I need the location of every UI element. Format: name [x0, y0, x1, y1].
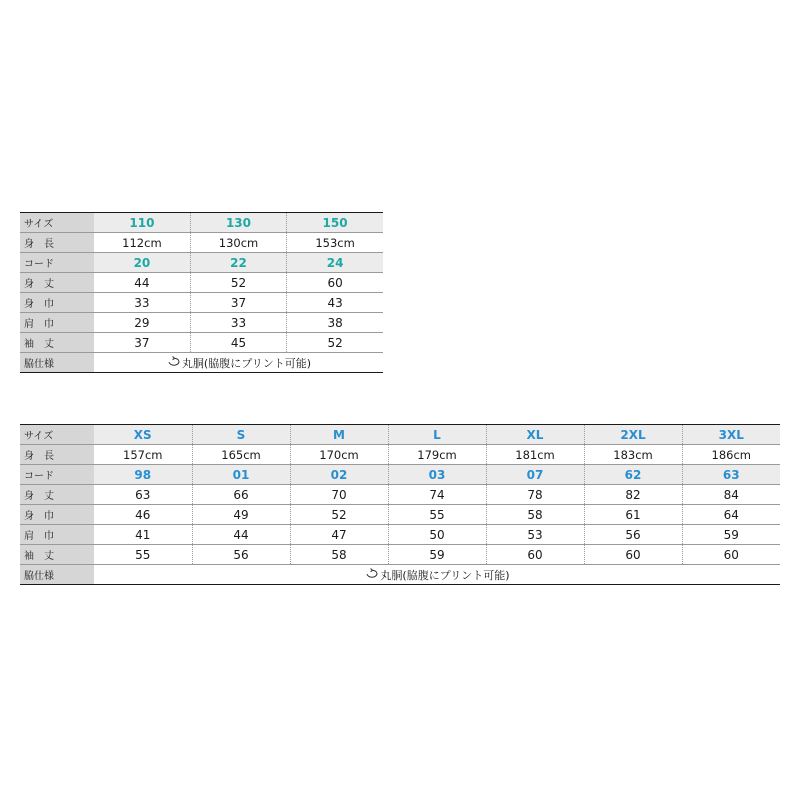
kids-row-height	[20, 233, 383, 253]
code-cell: 24	[287, 253, 383, 273]
sleeve-length-cell: 60	[584, 545, 682, 565]
code-cell: 20	[94, 253, 190, 273]
sleeve-length-cell: 52	[287, 333, 383, 353]
height-cell: 186cm	[682, 445, 780, 465]
body-length-cell: 52	[190, 273, 286, 293]
height-cell: 165cm	[192, 445, 290, 465]
kids-row-code	[20, 253, 383, 273]
side-seam-note: 丸胴(脇腹にプリント可能)	[380, 568, 510, 582]
body-length-cell: 44	[94, 273, 190, 293]
body-width-cell: 46	[94, 505, 192, 525]
body-width-cell: 43	[287, 293, 383, 313]
sleeve-length-cell: 55	[94, 545, 192, 565]
height-cell: 170cm	[290, 445, 388, 465]
size-cell: 130	[190, 213, 286, 233]
rotate-arrow-icon	[166, 355, 182, 367]
body-length-cell: 74	[388, 485, 486, 505]
size-cell: 110	[94, 213, 190, 233]
code-cell: 02	[290, 465, 388, 485]
body-width-cell: 49	[192, 505, 290, 525]
adult-row-height	[20, 445, 780, 465]
body-width-cell: 64	[682, 505, 780, 525]
body-length-cell: 66	[192, 485, 290, 505]
height-cell: 157cm	[94, 445, 192, 465]
row-label: コード	[20, 253, 94, 273]
size-cell: 150	[287, 213, 383, 233]
row-label: 脇仕様	[20, 353, 94, 373]
row-label: サイズ	[20, 425, 94, 445]
size-cell: 2XL	[584, 425, 682, 445]
body-length-cell: 60	[287, 273, 383, 293]
height-cell: 153cm	[287, 233, 383, 253]
sleeve-length-cell: 58	[290, 545, 388, 565]
body-length-cell: 70	[290, 485, 388, 505]
shoulder-width-cell: 59	[682, 525, 780, 545]
shoulder-width-cell: 56	[584, 525, 682, 545]
row-label: サイズ	[20, 213, 94, 233]
side-seam-note-cell	[94, 353, 383, 373]
kids-table-body	[20, 213, 383, 373]
kids-row-size	[20, 213, 383, 233]
row-label: 身 長	[20, 445, 94, 465]
side-seam-note-cell	[94, 565, 780, 585]
adult-row-shoulder-width	[20, 525, 780, 545]
rotate-arrow-icon	[364, 567, 380, 579]
row-label: 身 丈	[20, 273, 94, 293]
body-length-cell: 84	[682, 485, 780, 505]
kids-row-body-width	[20, 293, 383, 313]
row-label: 脇仕様	[20, 565, 94, 585]
side-seam-note: 丸胴(脇腹にプリント可能)	[181, 356, 312, 370]
row-label: 身 巾	[20, 293, 94, 313]
shoulder-width-cell: 41	[94, 525, 192, 545]
sleeve-length-cell: 60	[486, 545, 584, 565]
kids-row-shoulder-width	[20, 313, 383, 333]
sleeve-length-cell: 37	[94, 333, 190, 353]
row-label: 肩 巾	[20, 525, 94, 545]
size-cell: 3XL	[682, 425, 780, 445]
height-cell: 183cm	[584, 445, 682, 465]
code-cell: 01	[192, 465, 290, 485]
code-cell: 63	[682, 465, 780, 485]
body-length-cell: 63	[94, 485, 192, 505]
adult-row-size	[20, 425, 780, 445]
row-label: 身 丈	[20, 485, 94, 505]
sleeve-length-cell: 60	[682, 545, 780, 565]
shoulder-width-cell: 53	[486, 525, 584, 545]
body-length-cell: 78	[486, 485, 584, 505]
shoulder-width-cell: 29	[94, 313, 190, 333]
size-cell: S	[192, 425, 290, 445]
adult-row-sleeve-length	[20, 545, 780, 565]
adult-row-body-width	[20, 505, 780, 525]
code-cell: 03	[388, 465, 486, 485]
adult-row-body-length	[20, 485, 780, 505]
row-label: 身 長	[20, 233, 94, 253]
kids-row-sleeve-length	[20, 333, 383, 353]
height-cell: 130cm	[190, 233, 286, 253]
size-cell: XL	[486, 425, 584, 445]
body-width-cell: 58	[486, 505, 584, 525]
body-width-cell: 37	[190, 293, 286, 313]
size-cell: L	[388, 425, 486, 445]
code-cell: 62	[584, 465, 682, 485]
sleeve-length-cell: 45	[190, 333, 286, 353]
shoulder-width-cell: 47	[290, 525, 388, 545]
size-cell: M	[290, 425, 388, 445]
adult-row-code	[20, 465, 780, 485]
size-cell: XS	[94, 425, 192, 445]
height-cell: 179cm	[388, 445, 486, 465]
sleeve-length-cell: 56	[192, 545, 290, 565]
shoulder-width-cell: 38	[287, 313, 383, 333]
shoulder-width-cell: 33	[190, 313, 286, 333]
kids-row-side-seam	[20, 353, 383, 373]
row-label: コード	[20, 465, 94, 485]
body-width-cell: 55	[388, 505, 486, 525]
row-label: 身 巾	[20, 505, 94, 525]
height-cell: 181cm	[486, 445, 584, 465]
code-cell: 22	[190, 253, 286, 273]
adult-table-body	[20, 425, 780, 585]
shoulder-width-cell: 44	[192, 525, 290, 545]
body-length-cell: 82	[584, 485, 682, 505]
body-width-cell: 61	[584, 505, 682, 525]
body-width-cell: 33	[94, 293, 190, 313]
shoulder-width-cell: 50	[388, 525, 486, 545]
body-width-cell: 52	[290, 505, 388, 525]
code-cell: 07	[486, 465, 584, 485]
height-cell: 112cm	[94, 233, 190, 253]
row-label: 袖 丈	[20, 545, 94, 565]
code-cell: 98	[94, 465, 192, 485]
row-label: 肩 巾	[20, 313, 94, 333]
adult-size-table	[20, 424, 780, 585]
adult-row-side-seam	[20, 565, 780, 585]
kids-row-body-length	[20, 273, 383, 293]
row-label: 袖 丈	[20, 333, 94, 353]
sleeve-length-cell: 59	[388, 545, 486, 565]
kids-size-table	[20, 212, 383, 373]
